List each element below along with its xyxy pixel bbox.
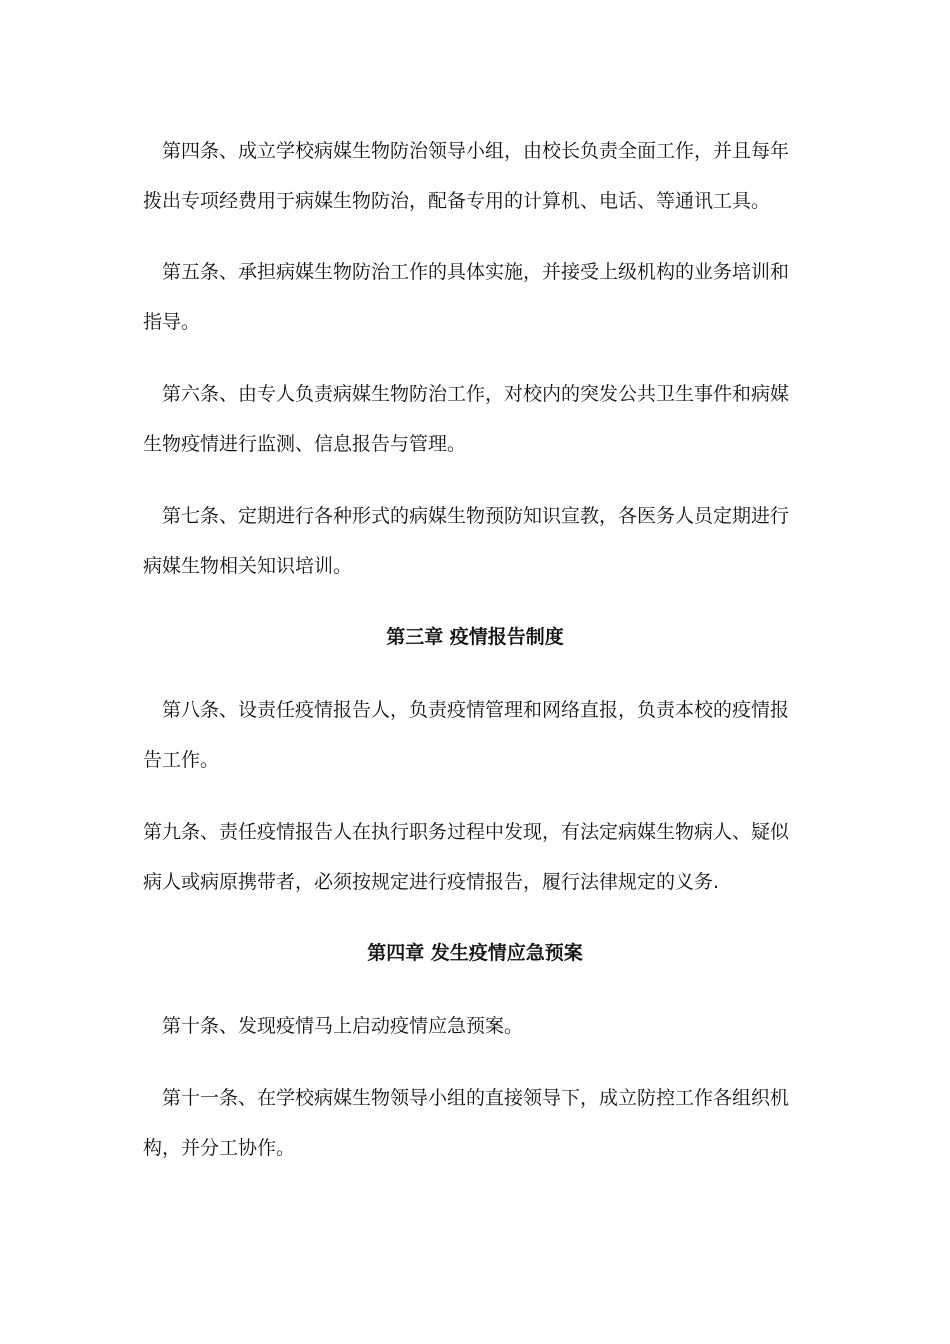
line: 第七条、定期进行各种形式的病媒生物预防知识宣教，各医务人员定期进行 [143, 505, 790, 527]
paragraph-article-11 [143, 1073, 803, 1173]
line: 第五条、承担病媒生物防治工作的具体实施，并接受上级机构的业务培训和 [143, 261, 790, 283]
paragraph-article-4 [143, 126, 803, 226]
line: 第八条、设责任疫情报告人，负责疫情管理和网络直报，负责本校的疫情报 [143, 699, 790, 721]
paragraph-article-5 [143, 247, 803, 347]
line: 病媒生物相关知识培训。 [143, 555, 353, 577]
paragraph-article-7 [143, 491, 803, 591]
paragraph-article-9 [143, 807, 803, 907]
line: 告工作。 [143, 749, 220, 771]
chapter-4-heading: 第四章 发生疫情应急预案 [367, 942, 583, 964]
line: 第九条、责任疫情报告人在执行职务过程中发现，有法定病媒生物病人、疑似 [143, 821, 790, 843]
line: 第六条、由专人负责病媒生物防治工作，对校内的突发公共卫生事件和病媒 [143, 383, 790, 405]
paragraph-article-10 [143, 1001, 803, 1051]
line: 病人或病原携带者，必须按规定进行疫情报告，履行法律规定的义务. [143, 871, 720, 893]
chapter-3-heading: 第三章 疫情报告制度 [386, 626, 564, 648]
line: 第十一条、在学校病媒生物领导小组的直接领导下，成立防控工作各组织机 [143, 1087, 790, 1109]
line: 构，并分工协作。 [143, 1137, 296, 1159]
paragraph-article-8 [143, 685, 803, 785]
line: 第十条、发现疫情马上启动疫情应急预案。 [143, 1015, 524, 1037]
line: 生物疫情进行监测、信息报告与管理。 [143, 433, 467, 455]
line: 拨出专项经费用于病媒生物防治，配备专用的计算机、电话、等通讯工具。 [143, 190, 771, 212]
line: 指导。 [143, 311, 201, 333]
paragraph-article-6 [143, 369, 803, 469]
line: 第四条、成立学校病媒生物防治领导小组，由校长负责全面工作，并且每年 [143, 140, 790, 162]
